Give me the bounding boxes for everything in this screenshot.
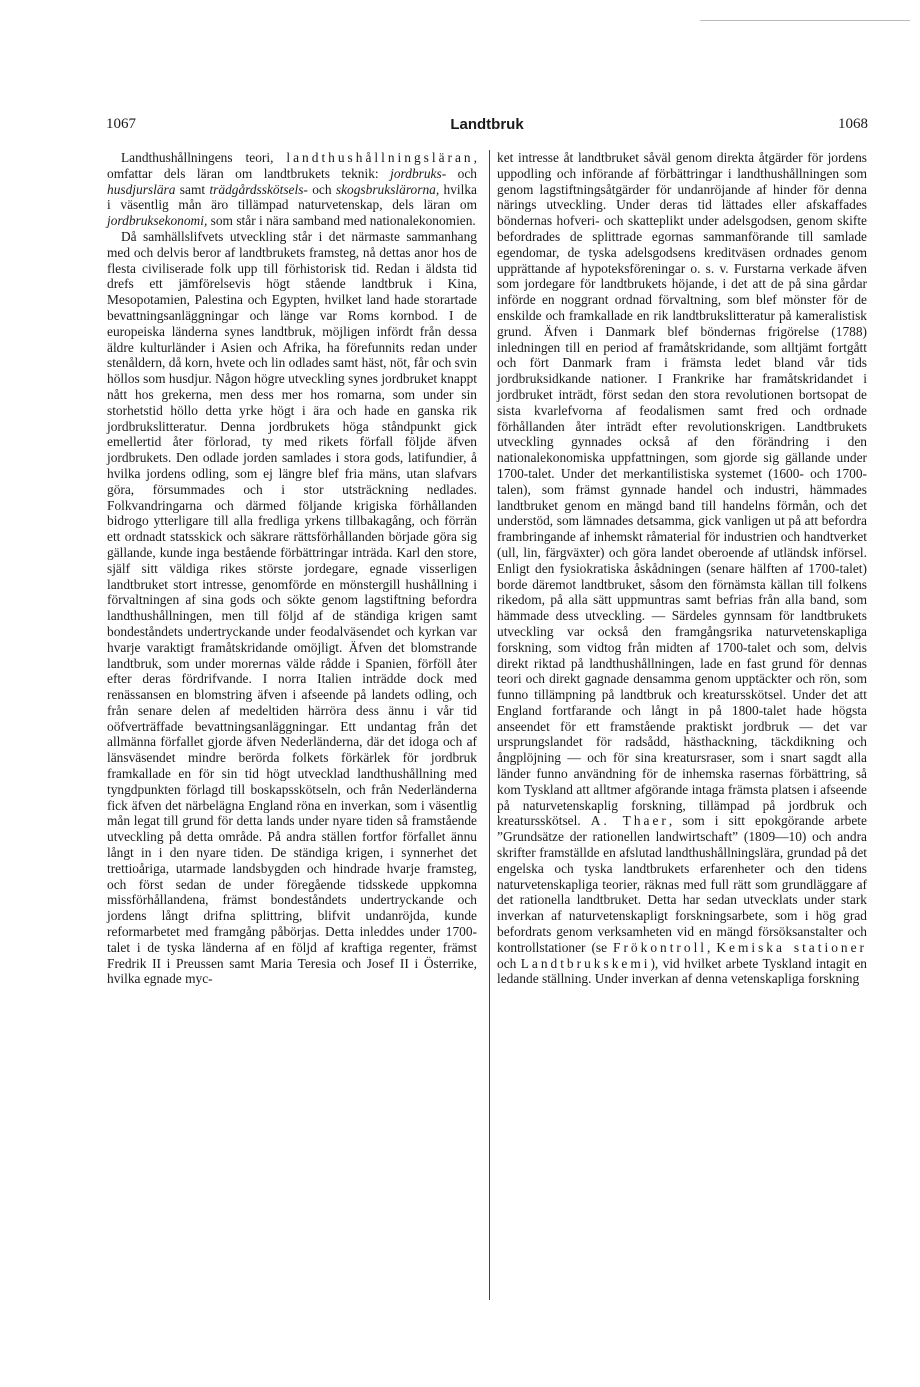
column-divider <box>489 150 490 1300</box>
text-span: , som i sitt epokgörande arbete ”Grundsätze der rationellen landwirtschaft” (1809—10) och andra skrifter framställde en afslutad landthushållningslära, grundad på det engelska och tyska landtbrukets erfarenheter och den tidens naturvetenskapliga teorier, räknas med full rätt som grundläggare af det rationella landtbruket. Detta har sedan utvecklats under stark inverkan af naturvetenskapligt forskningsarbete, som i hög grad befordrats genom verksamheten vid en mängd försöksanstalter och kontrollstationer (se <box>497 813 867 955</box>
text-span: Landthushållningens teori, <box>121 150 287 165</box>
italic-term: husdjurslära <box>107 181 176 197</box>
spaced-term: Landtbrukskemi <box>520 955 651 971</box>
page-number-right: 1068 <box>838 116 868 132</box>
spaced-term: Kemiska stationer <box>716 939 867 955</box>
text-span: hvilka i väsentlig mån äro tillämpad naturvetenskap, dels läran om <box>107 181 477 213</box>
scan-edge-mark <box>700 20 910 21</box>
text-span: och <box>446 165 477 181</box>
text-span: som står i nära samband med nationalekonomien. <box>207 213 476 229</box>
spaced-term: landthushållningsläran <box>286 150 474 165</box>
italic-term: jordbruksekonomi, <box>107 213 208 229</box>
paragraph-continuation <box>497 150 867 987</box>
text-span: , omfattar dels läran om landtbrukets teknik: <box>107 150 477 181</box>
italic-term: jordbruks- <box>390 165 447 181</box>
page-number-left: 1067 <box>106 116 136 132</box>
text-span: ket intresse åt landtbruket såväl genom direkta åtgärder för jordens uppodling och införande af förbättringar i landthushållningen som genom lagstiftningsåtgärder för undanröjande af hinder för denna närings utveckling. Under deras tid lättades eller afskaffades böndernas hofveri- och skatteplikt under adelsgodsen, genom skifte befordrades de splittrade egornas sammanförande till samlade egendomar, de tyska adelsgodsens kreditväsen ordnades genom upprättande af hypoteksföreningar o. s. v. Furstarna verkade äfven som jordegare för landtbrukets höjande, i det att de på sina gårdar införde en noggrant ordnad förvaltning, som blef mönster för de enskilde och framkallade en rik landtbrukslitteratur på kameralistisk grund. Äfven i Danmark blef böndernas frigörelse (1788) inledningen till en period af framåtskridande, som alltjämt fortgått och fört Danmark fram i främsta ledet bland vår tids jordbruksidkande nationer. I Frankrike har framåtskridandet i jordbruket inträdt, först sedan den stora revolutionen bortsopat de sista kvarlefvorna af feodalismen samt fred och ordnade förhållanden åter inträdt efter revolutionskrigen. Landtbrukets utveckling gynnades också af den förändring i den nationalekonomiska uppfattningen, som gjorde sig gällande under 1700-talet. Under det merkantilistiska systemet (1600- och 1700-talen), som främst gynnade handel och industri, hämmades landtbruket genom en mängd band till handelns förmån, och det understöd, som lämnades detsamma, gick vanligen ut på att befordra frambringande af inhemskt råmaterial för industrien och handtverket (ull, lin, färgväxter) och göra landet oberoende af utländsk införsel. Enligt den fysiokratiska åskådningen (senare hälften af 1700-talet) borde däremot landtbruket, såsom den förnämsta källan till folkens rikedom, på alla sätt uppmuntras samt befrias från alla band, som hämmade dess utveckling. — Särdeles gynnsam för landtbrukets utveckling var också den framgångsrika naturvetenskapliga forskning, som vidtog från midten af 1700-talet och som, delvis direkt riktad på landthushållningen, lade en fast grund för dennas teori och direkt gagnade densamma genom upptäckter och rön, som funno tillämpning på landtbruk och kreatursskötsel. Under det att England fortfarande och långt in på 1800-talet hade högsta anseendet för ett framstående praktiskt jordbruk — det var ursprungslandet för radsådd, hästhackning, täckdikning och ångplöjning — och för sina kreatursraser, som i snart sagdt alla länder funno användning för de inhemska rasernas förbättring, så kom Tyskland att alltmer afgörande intaga främsta platsen i afseende på naturvetenskaplig forskning, tillämpad på jordbruk och kreatursskötsel. <box>497 150 867 829</box>
paragraph-definition <box>107 150 477 229</box>
text-span: och <box>307 181 336 197</box>
left-column <box>107 150 477 987</box>
page-title: Landtbruk <box>450 116 524 133</box>
italic-term: skogsbrukslärorna, <box>335 181 440 197</box>
italic-term: trädgårdsskötsels- <box>209 181 308 197</box>
page-header <box>106 116 868 138</box>
text-span: och <box>497 955 521 971</box>
paragraph-history: Då samhällslifvets utveckling står i det närmaste sammanhang med och delvis beror af landtbrukets framsteg, nå dettas anor hos de flesta civiliserade folk upp till förhistorisk tid. Redan i äldsta tid drefs ett jämförelsevis högt stående landtbruk i Kina, Mesopotamien, Palestina och Egypten, hvilket land hade storartade bevattningsanläggningar och länge var Roms kornbod. I de europeiska länderna synes landtbruk, möjligen infördt från dessa äldre kulturländer i Asien och Afrika, ha förefunnits redan under stenåldern, då korn, hvete och lin odlades samt häst, nöt, får och svin höllos som husdjur. Någon högre utveckling synes jordbruket knappt nått hos grekerna, men dess mer hos romarna, som under sin storhetstid höllo detta yrke högt i ära och hade en ganska rik jordbrukslitteratur. Denna jordbrukets höga ståndpunkt gick emellertid åter förlorad, ty med rikets förfall följde äfven jordbrukets. Den odlade jorden samlades i stora gods, latifundier, å hvilka jordens odling, som ej längre blef fria mäns, utan slafvars göra, försummades och i stor utsträckning nedlades. Folkvandringarna och därmed följande krigiska förhållanden bidrogo ytterligare till alla fredliga yrkens tillbakagång, och förrän ett ordnadt statsskick och säkrare rättsförhållanden började göra sig gällande, kunde inga bestående förbättringar inträda. Karl den store, själf sitt väldiga rikes störste jordegare, egnade visserligen landtbruket stort intresse, genomförde en mönstergill hushållning i förvaltningen af sina gods och sökte genom lagstiftning befordra landthushållningen, men till följd af de ständiga krigen samt bondeståndets undertryckande under feodalväsendet och kyrkan var hvarje varaktigt framåtskridande omöjligt. Äfven det blomstrande landtbruk, som under morernas välde rådde i Spanien, förföll åter efter deras fördrifvande. I norra Italien inträdde dock med renässansen en blomstring äfven i afseende på landets odling, och från senare delen af medeltiden härröra dess ännu i vår tid oöfverträffade bevattningsanläggningar. Ett undantag från det allmänna förfallet gjorde äfven Nederländerna, där det idoga och af länsväsendet mindre berörda folkets förkärlek för jordbruk framkallade en för sin tid högt utvecklad landthushållning med tyngdpunkten förlagd till boskapsskötseln, och från Nederländerna fick äfven det närbelägna England röna en inverkan, som i väsentlig mån legat till grund för detta lands under nyare tiden så framstående utveckling på detta område. På andra ställen fortfor förfallet ännu långt in i den nyare tiden. De ständiga krigen, i synnerhet det trettioåriga, utarmade landsbygden och hindrade hvarje framsteg, och först sedan de under föregående tidsskede uppkomna missförhållandena, främst bondeståndets undertryckande och jordens långt drifna splittring, blifvit undanröjda, kunde reformarbetet med framgång påbörjas. Detta inleddes under 1700-talet i de tyska länderna af en följd af kraftiga regenter, främst Fredrik II i Preussen samt Maria Teresia och Josef II i Österrike, hvilka egnade myc- <box>107 228 477 987</box>
text-span: , <box>707 939 717 955</box>
text-span: ), vid hvilket arbete Tyskland intagit en ledande ställning. Under inverkan af denna vetenskapliga forskning <box>497 955 867 987</box>
spaced-term: Frökontroll <box>613 939 708 955</box>
right-column <box>497 150 867 987</box>
text-span: samt <box>175 181 210 197</box>
spaced-term: A. Thaer <box>590 813 669 829</box>
